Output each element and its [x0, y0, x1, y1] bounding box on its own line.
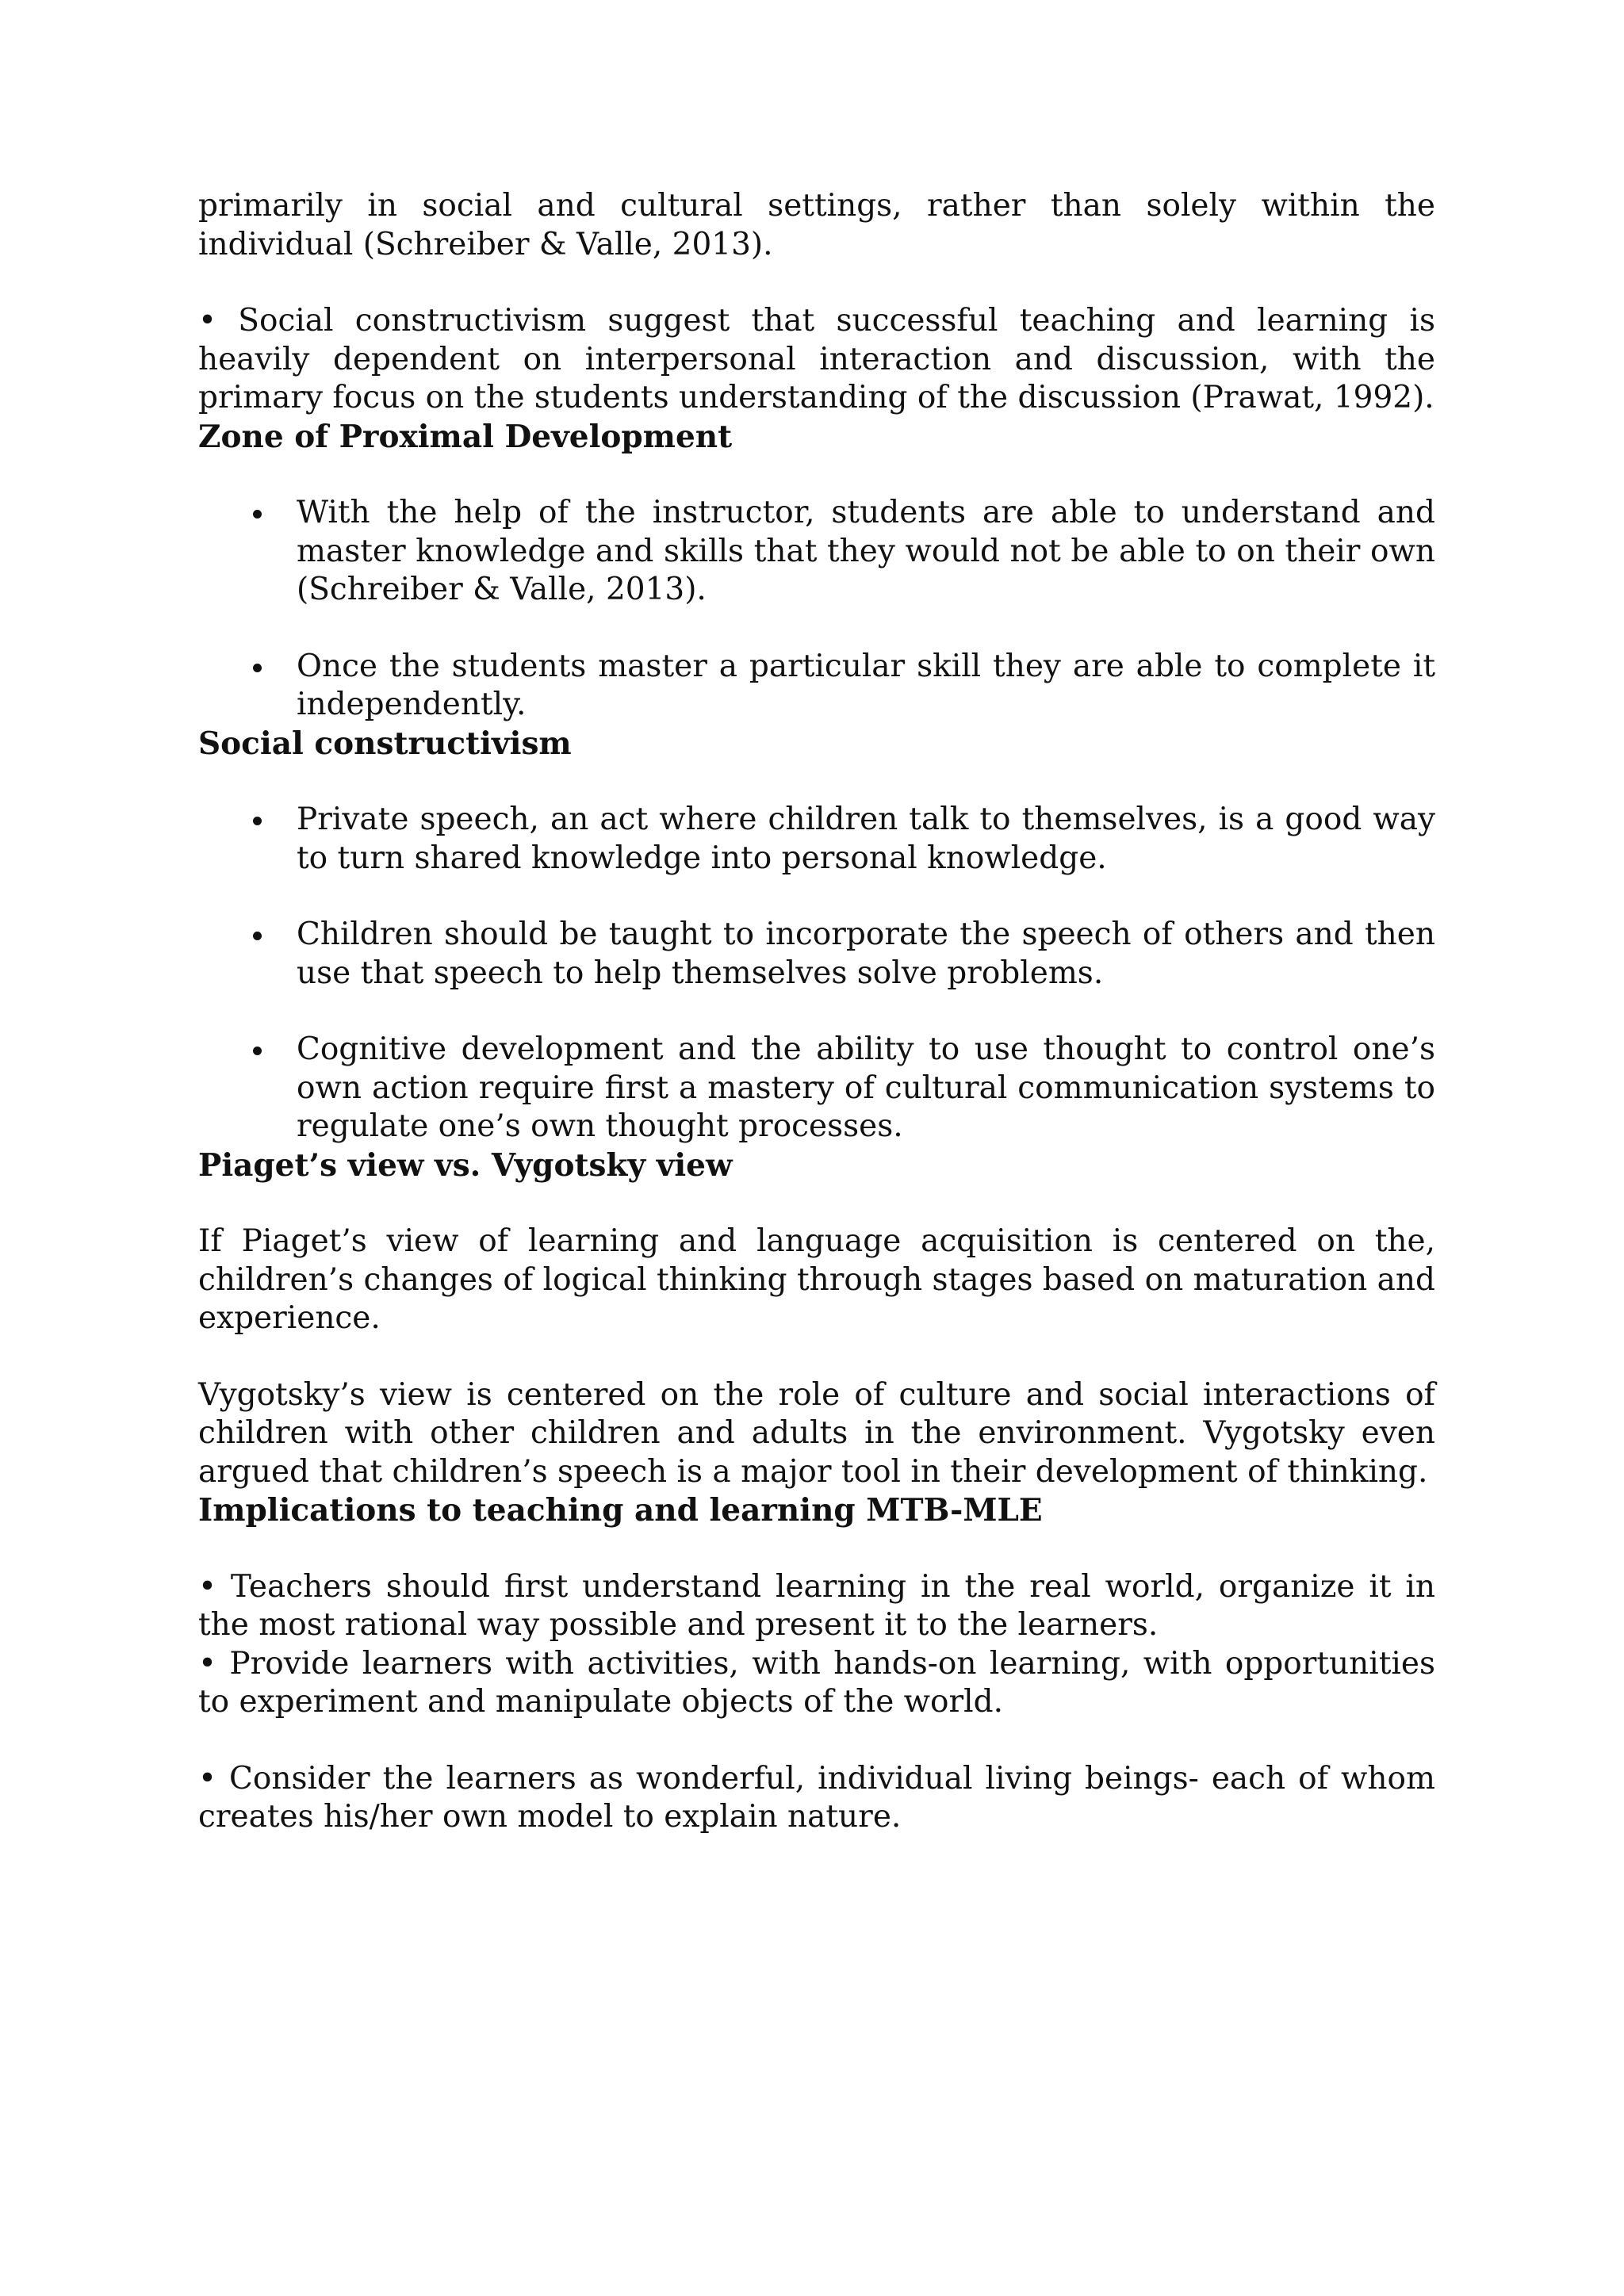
implication-activities: • Provide learners with activities, with hands-on learning, with opportunities to experiment and manipulate objects of the world.	[198, 1645, 1435, 1720]
list-item: Children should be taught to incorporate the speech of others and then use that speech to help themselves solve problems.	[198, 916, 1435, 993]
implication-learners: • Consider the learners as wonderful, individual living beings- each of whom creates his/her own model to explain nature.	[198, 1760, 1435, 1835]
vygotsky-paragraph: Vygotsky’s view is centered on the role of culture and social interactions of children with other children and adults in the environment. Vygotsky even argued that children’s speech is a major tool in their development of thinking.	[198, 1376, 1435, 1490]
bullet-icon	[253, 664, 262, 672]
implication-teachers: • Teachers should first understand learning in the real world, organize it in the most rational way possible and present it to the learners.	[198, 1568, 1435, 1643]
bullet-icon	[253, 932, 262, 940]
zpd-heading: Zone of Proximal Development	[198, 418, 733, 455]
bullet-icon	[253, 510, 262, 519]
list-item: With the help of the instructor, students are able to understand and master knowledge and skills that they would not be able to on their own (Schreiber & Valle, 2013).	[198, 494, 1435, 610]
zpd-list	[198, 494, 1435, 725]
document-page	[198, 187, 1435, 1837]
piaget-paragraph: If Piaget’s view of learning and language acquisition is centered on the, children’s changes of logical thinking through stages based on maturation and experience.	[198, 1223, 1435, 1336]
intro-paragraph: primarily in social and cultural settings, rather than solely within the individual (Schreiber & Valle, 2013).	[198, 188, 1435, 262]
bullet-icon	[253, 1047, 262, 1055]
list-item: Private speech, an act where children talk to themselves, is a good way to turn shared knowledge into personal knowledge.	[198, 801, 1435, 878]
compare-heading: Piaget’s view vs. Vygotsky view	[198, 1146, 733, 1184]
intro-bullet-paragraph: • Social constructivism suggest that successful teaching and learning is heavily dependent on interpersonal interaction and discussion, with the primary focus on the students understanding of the discussion (Prawat, 1992).	[198, 303, 1435, 415]
social-heading: Social constructivism	[198, 725, 572, 762]
bullet-icon	[253, 817, 262, 825]
list-item: Cognitive development and the ability to use thought to control one’s own action require first a mastery of cultural communication systems to regulate one’s own thought processes.	[198, 1031, 1435, 1146]
list-item: Once the students master a particular skill they are able to complete it independently.	[198, 648, 1435, 725]
implications-heading: Implications to teaching and learning MTB-MLE	[198, 1492, 1043, 1529]
social-list	[198, 801, 1435, 1146]
